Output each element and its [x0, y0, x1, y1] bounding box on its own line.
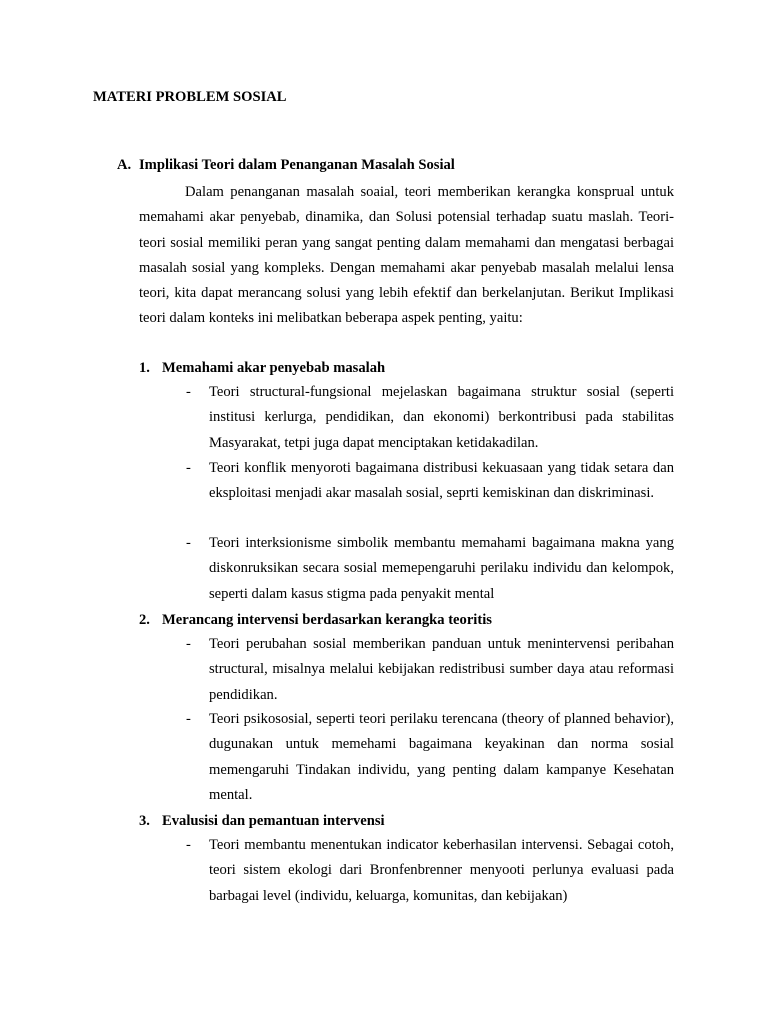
bullet-dash: - — [186, 384, 191, 400]
numbered-heading-text: Evalusisi dan pemantuan intervensi — [162, 813, 385, 829]
bullet-text: Teori structural-fungsional mejelaskan bagaimana struktur sosial (seperti institusi kerlurga, pendidikan, dan ekonomi) berkontribusi pada stabilitas Masyarakat, tetpi juga dapat menciptakan ketidakadilan. — [209, 384, 674, 451]
numbered-heading-text: Merancang intervensi berdasarkan kerangka teoritis — [162, 612, 492, 628]
section-marker: A. — [117, 157, 132, 173]
section-heading-text: Implikasi Teori dalam Penanganan Masalah Sosial — [139, 157, 455, 173]
document-title: MATERI PROBLEM SOSIAL — [93, 89, 287, 105]
numbered-heading-2 — [139, 610, 492, 630]
section-paragraph: Dalam penanganan masalah soaial, teori memberikan kerangka konsprual untuk memahami akar penyebab, dinamika, dan Solusi potensial terhadap suatu maslah. Teori-teori sosial memiliki peran yang sangat penting dalam memahami dan mengatasi berbagai masalah sosial yang kompleks. Dengan memahami akar penyebab masalah melalui lensa teori, kita dapat merancang solusi yang lebih efektif dan berkelanjutan. Berikut Implikasi teori dalam konteks ini melibatkan beberapa aspek penting, yaitu: — [139, 184, 674, 327]
bullet-dash: - — [186, 535, 191, 551]
section-heading — [117, 155, 455, 175]
bullet-text: Teori perubahan sosial memberikan panduan untuk menintervensi peribahan structural, misalnya melalui kebijakan redistribusi sumber daya atau reformasi pendidikan. — [209, 636, 674, 703]
numbered-heading-text: Memahami akar penyebab masalah — [162, 360, 386, 376]
numbered-marker: 2. — [139, 612, 150, 628]
bullet-text: Teori membantu menentukan indicator keberhasilan intervensi. Sebagai cotoh, teori sistem ekologi dari Bronfenbrenner menyooti perlunya evaluasi pada barbagai level (individu, keluarga, komunitas, dan kebijakan) — [209, 837, 674, 904]
bullet-dash: - — [186, 837, 191, 853]
bullet-text: Teori psikososial, seperti teori perilaku terencana (theory of planned behavior), dugunakan untuk memehami bagaimana keyakinan dan norma sosial memengaruhi Tindakan individu, yang penting dalam kampanye Kesehatan mental. — [209, 711, 674, 803]
bullet-text: Teori interksionisme simbolik membantu memahami bagaimana makna yang diskonruksikan secara sosial memepengaruhi perilaku individu dan kelompok, seperti dalam kasus stigma pada penyakit mental — [209, 535, 674, 602]
numbered-heading-3 — [139, 811, 385, 831]
numbered-marker: 3. — [139, 813, 150, 829]
bullet-dash: - — [186, 711, 191, 727]
bullet-dash: - — [186, 460, 191, 476]
bullet-text: Teori konflik menyoroti bagaimana distribusi kekuasaan yang tidak setara dan eksploitasi menjadi akar masalah sosial, seprti kemiskinan dan diskriminasi. — [209, 460, 674, 502]
numbered-heading-1 — [139, 358, 385, 378]
bullet-dash: - — [186, 636, 191, 652]
numbered-marker: 1. — [139, 360, 150, 376]
